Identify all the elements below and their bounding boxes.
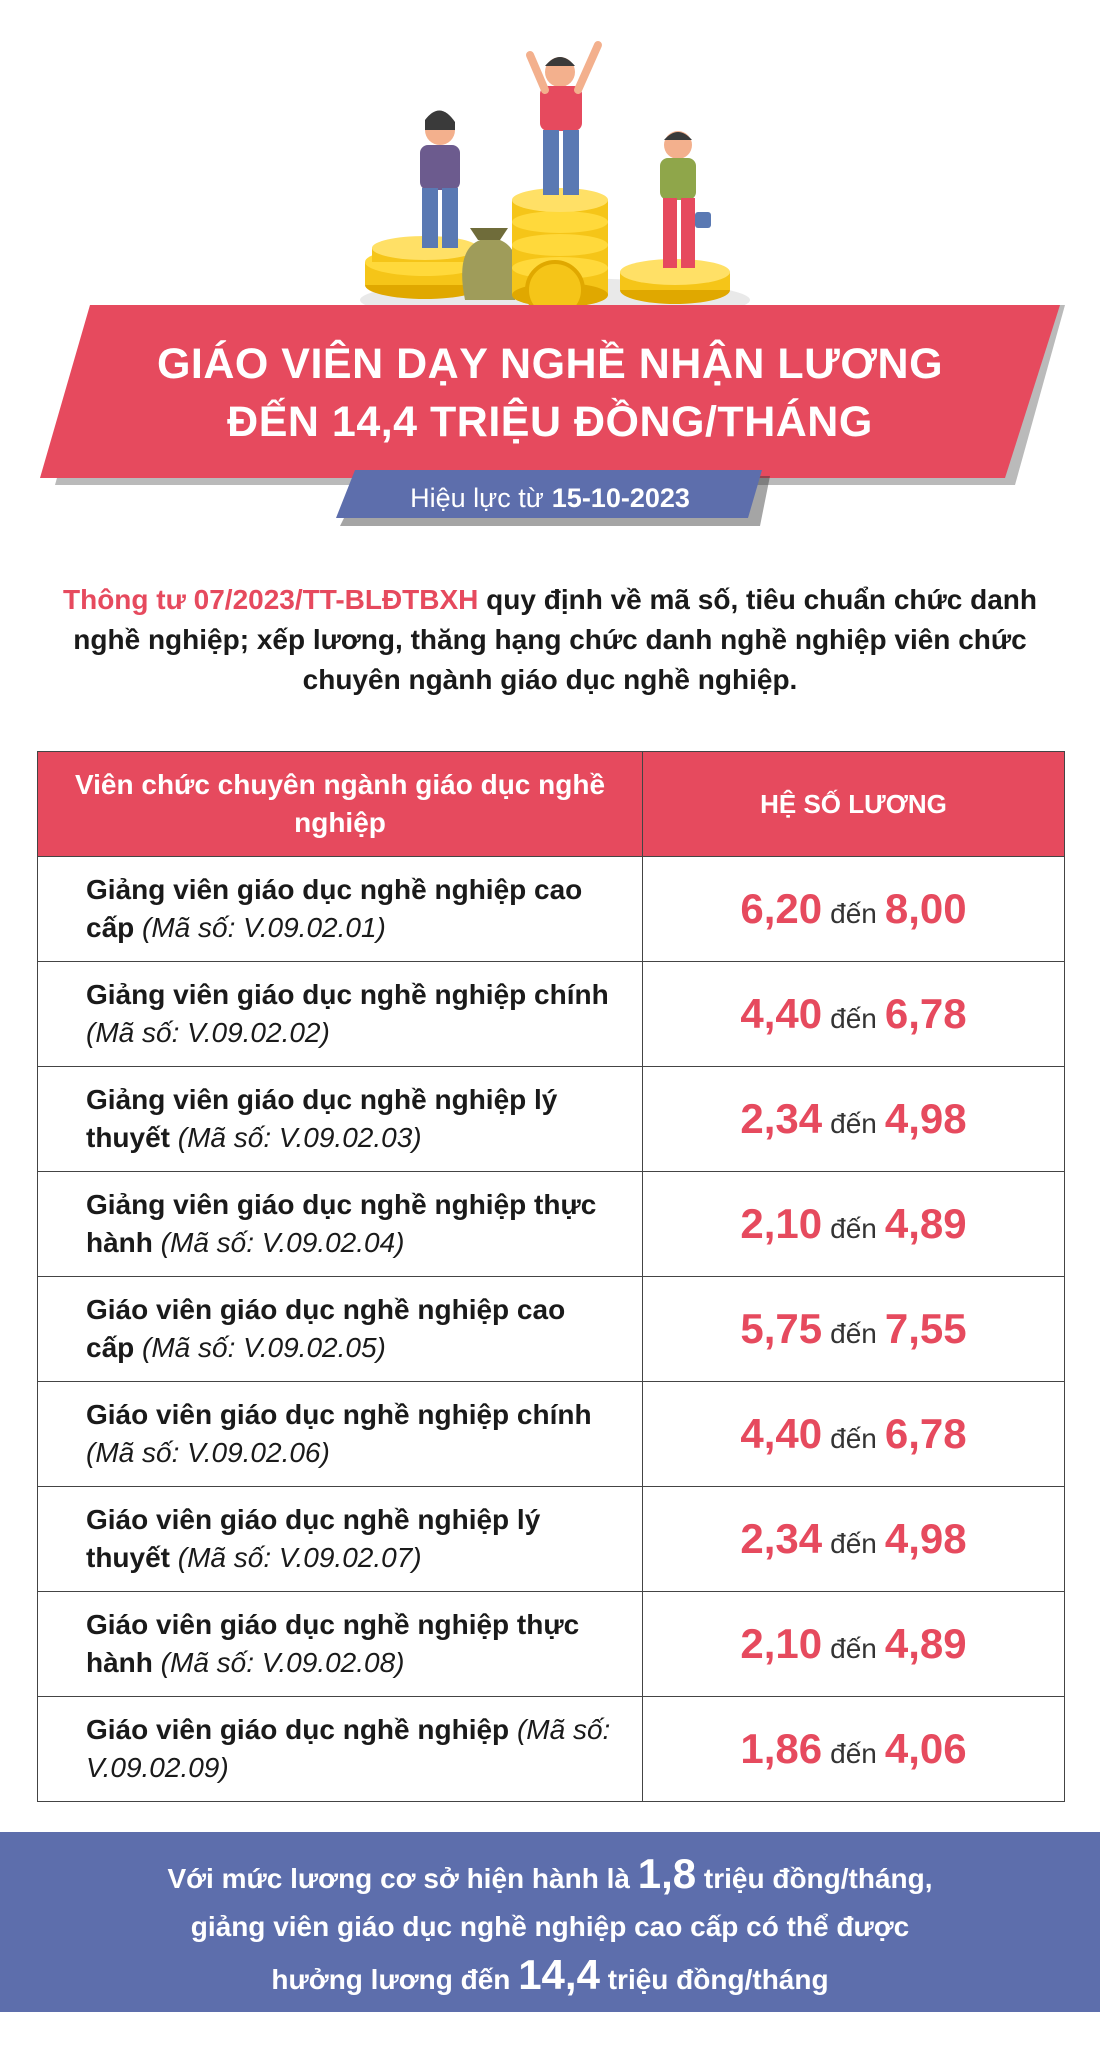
coefficient-cell [643,1487,1065,1592]
page-title [0,335,1100,451]
base-salary-value: 1,8 [637,1850,697,1897]
coefficient-to: 6,78 [884,990,967,1037]
position-title: Giảng viên giáo dục nghề nghiệp chính [86,979,609,1010]
footer-text-5: triệu đồng/tháng [599,1964,829,1995]
position-code: (Mã số: V.09.02.09) [86,1714,611,1783]
coefficient-from: 2,34 [740,1515,823,1562]
coefficient-to: 8,00 [884,885,967,932]
coefficient-to: 4,98 [884,1095,967,1142]
coefficient-cell [643,1592,1065,1697]
position-code: (Mã số: V.09.02.04) [160,1227,405,1258]
coefficient-from: 6,20 [740,885,823,932]
position-code: (Mã số: V.09.02.07) [177,1542,422,1573]
right-person-icon [660,131,711,268]
title-line-2: ĐẾN 14,4 TRIỆU ĐỒNG/THÁNG [227,398,873,446]
coefficient-connector: đến [830,898,877,929]
coefficient-cell [643,1067,1065,1172]
position-cell [38,1277,643,1382]
position-title: Giảng viên giáo dục nghề nghiệp cao cấp [86,874,583,943]
position-cell [38,1697,643,1802]
position-cell [38,1382,643,1487]
footer-text-2: triệu đồng/tháng, [696,1863,933,1894]
coefficient-from: 1,86 [740,1725,823,1772]
position-code: (Mã số: V.09.02.03) [177,1122,422,1153]
position-title: Giáo viên giáo dục nghề nghiệp cao cấp [86,1294,566,1363]
coefficient-connector: đến [830,1423,877,1454]
intro-text: quy định về mã số, tiêu chuẩn chức danh nghề nghiệp; xếp lương, thăng hạng chức danh nghề nghiệp viên chức chuyên ngành giáo dục nghề nghiệp. [73,584,1037,695]
coefficient-to: 6,78 [884,1410,967,1457]
coins-and-people-illustration [0,0,1100,540]
position-title: Giáo viên giáo dục nghề nghiệp [86,1714,510,1745]
coefficient-connector: đến [830,1318,877,1349]
coefficient-from: 2,10 [740,1200,823,1247]
coefficient-connector: đến [830,1633,877,1664]
table-header-row [38,752,1065,857]
footer-text-1: Với mức lương cơ sở hiện hành là [167,1863,638,1894]
coefficient-connector: đến [830,1528,877,1559]
position-cell [38,1592,643,1697]
table-row [38,857,1065,962]
position-cell [38,857,643,962]
position-cell [38,1172,643,1277]
position-code: (Mã số: V.09.02.08) [160,1647,405,1678]
footer-text-3: giảng viên giáo dục nghề nghiệp cao cấp có thể được [190,1911,910,1942]
position-title: Giảng viên giáo dục nghề nghiệp thực hành [86,1189,597,1258]
center-person-icon [530,45,598,195]
footer-line-2 [0,1903,1100,1951]
intro-paragraph [30,580,1070,700]
left-person-icon [420,110,460,248]
position-cell [38,1487,643,1592]
coefficient-cell [643,1277,1065,1382]
coefficient-connector: đến [830,1108,877,1139]
footer-text-4: hưởng lương đến [271,1964,519,1995]
coefficient-cell [643,1172,1065,1277]
table-row [38,1592,1065,1697]
coefficient-to: 4,06 [884,1725,967,1772]
coefficient-cell [643,1382,1065,1487]
position-code: (Mã số: V.09.02.01) [142,912,386,943]
coefficient-from: 2,10 [740,1620,823,1667]
position-title: Giảng viên giáo dục nghề nghiệp lý thuyết [86,1084,558,1153]
coefficient-cell [643,1697,1065,1802]
hero-illustration [0,0,1100,540]
coefficient-to: 4,89 [884,1200,967,1247]
footer-note [0,1832,1100,2012]
coefficient-cell [643,962,1065,1067]
table-row [38,1067,1065,1172]
title-line-1: GIÁO VIÊN DẠY NGHỀ NHẬN LƯƠNG [156,340,944,388]
footer-line-1 [0,1850,1100,1903]
money-bag-icon [462,228,518,300]
coefficient-cell [643,857,1065,962]
effective-label: Hiệu lực từ [410,482,544,513]
position-code: (Mã số: V.09.02.06) [86,1437,330,1468]
circular-reference: Thông tư 07/2023/TT-BLĐTBXH [62,584,479,615]
table-row [38,1172,1065,1277]
coefficient-from: 2,34 [740,1095,823,1142]
salary-table [37,751,1065,1802]
footer-line-3 [0,1951,1100,2004]
table-row [38,1277,1065,1382]
position-title: Giáo viên giáo dục nghề nghiệp chính [86,1399,592,1430]
table-row [38,1697,1065,1802]
coefficient-to: 4,98 [884,1515,967,1562]
coefficient-from: 5,75 [740,1305,823,1352]
position-cell [38,1067,643,1172]
coefficient-connector: đến [830,1738,877,1769]
table-body [38,857,1065,1802]
table-row [38,1487,1065,1592]
table-row [38,1382,1065,1487]
coefficient-to: 7,55 [884,1305,967,1352]
position-code: (Mã số: V.09.02.02) [86,1017,330,1048]
coefficient-to: 4,89 [884,1620,967,1667]
coefficient-connector: đến [830,1003,877,1034]
position-code: (Mã số: V.09.02.05) [142,1332,386,1363]
table-row [38,962,1065,1067]
center-coin-stack-icon [512,188,608,318]
max-salary-value: 14,4 [518,1951,600,1998]
position-title: Giáo viên giáo dục nghề nghiệp lý thuyết [86,1504,541,1573]
coefficient-from: 4,40 [740,990,823,1037]
position-cell [38,962,643,1067]
coefficient-connector: đến [830,1213,877,1244]
effective-date: 15-10-2023 [551,482,690,513]
coefficient-from: 4,40 [740,1410,823,1457]
header-position: Viên chức chuyên ngành giáo dục nghề nghiệp [38,752,643,857]
position-title: Giáo viên giáo dục nghề nghiệp thực hành [86,1609,580,1678]
header-coefficient: HỆ SỐ LƯƠNG [643,752,1065,857]
effective-date-badge [340,472,760,524]
